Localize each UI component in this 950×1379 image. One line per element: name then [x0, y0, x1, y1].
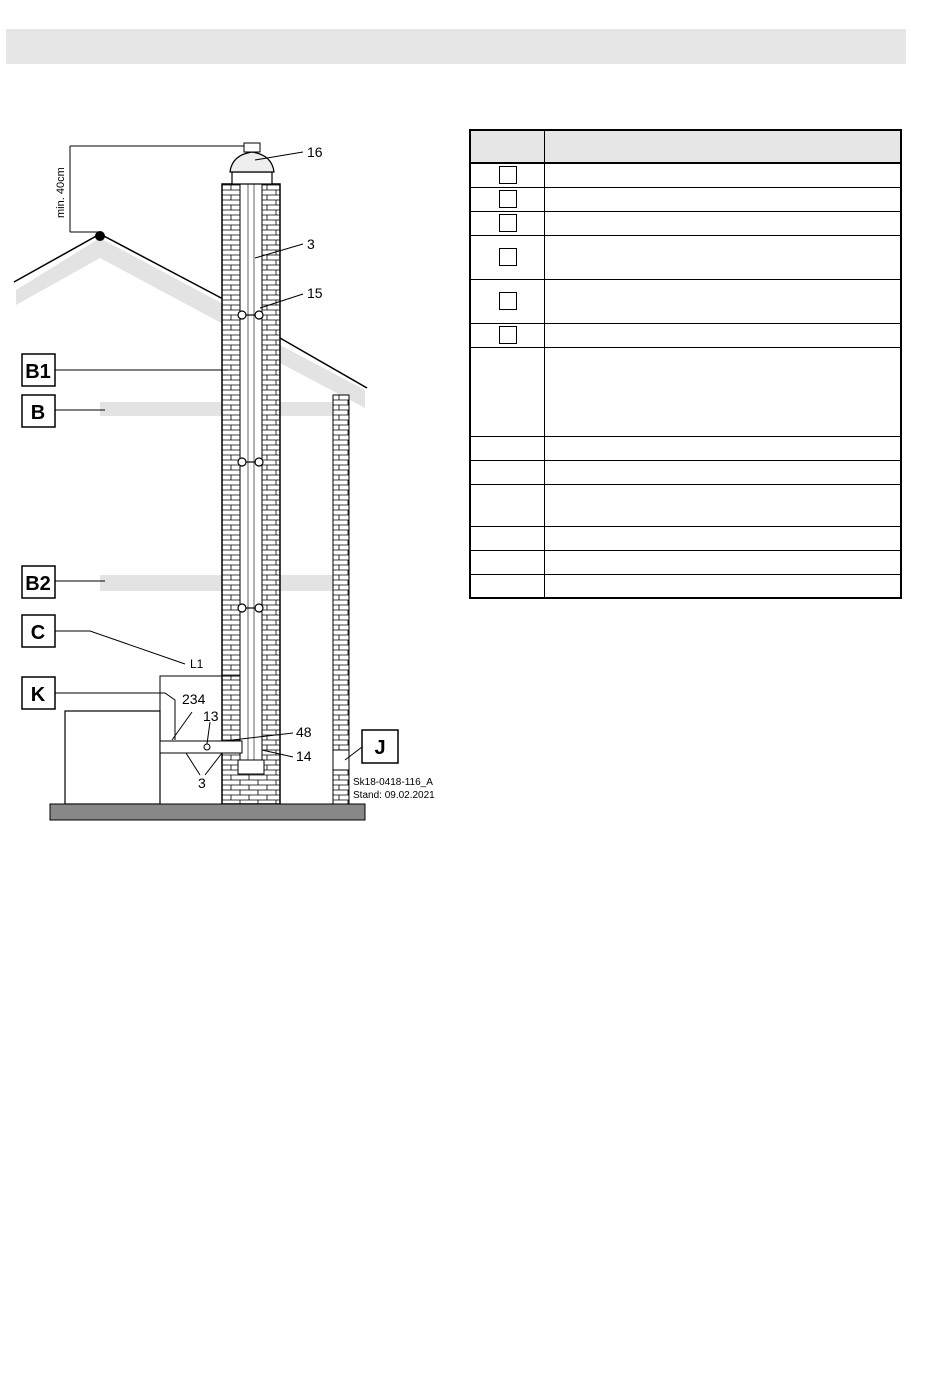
- callout-14: 14: [296, 748, 312, 764]
- legend-header-col1: [470, 130, 545, 163]
- legend-row-text: [545, 347, 902, 436]
- legend-checkbox[interactable]: [499, 292, 517, 310]
- callout-3: 3: [307, 236, 315, 252]
- drawing-date: Stand: 09.02.2021: [353, 790, 435, 801]
- label-b: B: [30, 402, 46, 424]
- legend-row: [470, 460, 901, 484]
- legend-checkbox[interactable]: [499, 214, 517, 232]
- floor-slab-b2: [100, 575, 335, 591]
- drawing-id: Sk18-0418-116_A: [353, 777, 433, 788]
- legend-row-text: [545, 187, 902, 211]
- chimney-diagram: [0, 120, 450, 840]
- legend-checkbox[interactable]: [499, 190, 517, 208]
- legend-header-row: [470, 130, 901, 163]
- legend-row: [470, 163, 901, 187]
- chimney-cap: [230, 143, 274, 184]
- legend-row-text: [545, 574, 902, 598]
- label-b2: B2: [25, 573, 51, 595]
- legend-row-text: [545, 211, 902, 235]
- label-c: C: [30, 622, 46, 644]
- callout-48: 48: [296, 724, 312, 740]
- ground-slab: [50, 804, 365, 820]
- legend-row: [470, 574, 901, 598]
- legend-checkbox[interactable]: [499, 326, 517, 344]
- legend-row: [470, 235, 901, 279]
- legend-row-text: [545, 436, 902, 460]
- dimension-annotation: [55, 146, 245, 232]
- legend-row-text: [545, 550, 902, 574]
- legend-row: [470, 279, 901, 323]
- legend-checkbox[interactable]: [499, 248, 517, 266]
- legend-row: [470, 526, 901, 550]
- left-roof: [14, 231, 225, 325]
- legend-row-text: [545, 235, 902, 279]
- right-roof: [280, 338, 367, 408]
- legend-table: [469, 129, 902, 599]
- legend-checkbox[interactable]: [499, 166, 517, 184]
- legend-row-text: [545, 163, 902, 187]
- legend-row-text: [545, 460, 902, 484]
- legend-row-text: [545, 526, 902, 550]
- flue-liner: [240, 184, 262, 764]
- legend-header-col2: [545, 130, 902, 163]
- legend-row: [470, 484, 901, 526]
- legend-row: [470, 323, 901, 347]
- legend-row: [470, 211, 901, 235]
- label-k: K: [30, 684, 46, 706]
- callout-16: 16: [307, 144, 323, 160]
- dimension-label: min. 40cm: [55, 167, 67, 218]
- callout-13: 13: [203, 708, 219, 724]
- label-j: J: [374, 737, 386, 759]
- floor-slab-b: [100, 402, 335, 416]
- label-b1: B1: [25, 361, 51, 383]
- legend-row-text: [545, 279, 902, 323]
- legend-row: [470, 347, 901, 436]
- legend-row: [470, 187, 901, 211]
- callout-3-bottom: 3: [198, 775, 206, 791]
- boiler: [65, 711, 160, 804]
- legend-row-text: [545, 484, 902, 526]
- callout-234: 234: [182, 691, 206, 707]
- header-bar: [6, 29, 906, 64]
- callout-l1: L1: [190, 657, 204, 671]
- callout-15: 15: [307, 285, 323, 301]
- connecting-pipe: [160, 741, 242, 753]
- legend-row-text: [545, 323, 902, 347]
- legend-row: [470, 550, 901, 574]
- right-wall: [333, 395, 349, 804]
- legend-row: [470, 436, 901, 460]
